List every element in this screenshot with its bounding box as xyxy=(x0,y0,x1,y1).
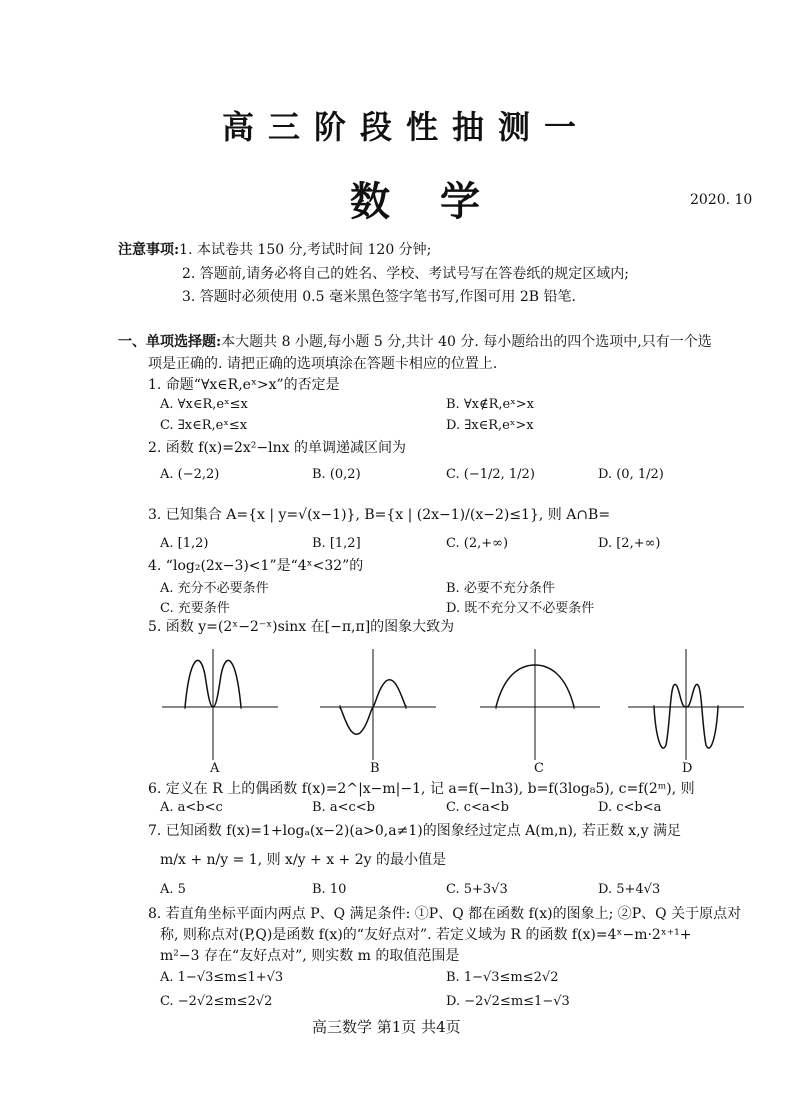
option-b: B. 10 xyxy=(312,882,347,897)
option-a: A. 充分不必要条件 xyxy=(160,581,269,596)
option-d: D. ∃x∈R,eˣ>x xyxy=(446,418,534,433)
option-d: D. [2,+∞) xyxy=(598,536,661,551)
exam-date: 2020. 10 xyxy=(690,192,753,208)
graph-c xyxy=(478,645,603,765)
option-c: C. (2,+∞) xyxy=(446,536,509,551)
notice-label: 注意事项: xyxy=(118,242,180,258)
question-stem: 7. 已知函数 f(x)=1+logₐ(x−2)(a>0,a≠1)的图象经过定点 A(m,n), 若正数 x,y 满足 xyxy=(148,823,681,839)
graph-label-c: C xyxy=(534,761,544,776)
option-a: A. 5 xyxy=(160,882,186,897)
option-c: C. 5+3√3 xyxy=(446,882,508,897)
question-stem: 2. 函数 f(x)=2x²−lnx 的单调递减区间为 xyxy=(148,440,406,456)
graph-a xyxy=(160,645,280,765)
exam-title: 高三阶段性抽测一 xyxy=(222,108,591,146)
graph-label-b: B xyxy=(370,761,380,776)
option-c: C. −2√2≤m≤2√2 xyxy=(160,994,273,1009)
notice-item: 2. 答题前,请务必将自己的姓名、学校、考试号写在答卷纸的规定区域内; xyxy=(182,266,629,282)
notice-block xyxy=(118,240,431,260)
subject-title: 数学 xyxy=(350,178,530,225)
option-d: D. −2√2≤m≤1−√3 xyxy=(446,994,570,1009)
section-heading xyxy=(118,332,712,352)
option-a: A. ∀x∈R,eˣ≤x xyxy=(160,397,248,412)
page-footer: 高三数学 第1页 共4页 xyxy=(312,1018,461,1036)
option-c: C. 充要条件 xyxy=(160,601,230,616)
option-b: B. ∀x∉R,eˣ>x xyxy=(446,397,534,412)
question-stem: 5. 函数 y=(2ˣ−2⁻ˣ)sinx 在[−π,π]的图象大致为 xyxy=(148,619,455,635)
option-d: D. 5+4√3 xyxy=(598,882,661,897)
graph-b xyxy=(318,645,438,765)
question-stem-3: m²−3 存在“友好点对”, 则实数 m 的取值范围是 xyxy=(160,948,460,964)
option-b: B. 1−√3≤m≤2√2 xyxy=(446,970,559,985)
option-c: C. ∃x∈R,eˣ≤x xyxy=(160,418,248,433)
option-d: D. 既不充分又不必要条件 xyxy=(446,601,595,616)
graph-label-d: D xyxy=(682,761,693,776)
question-stem-2: m/x + n/y = 1, 则 x/y + x + 2y 的最小值是 xyxy=(160,852,446,868)
question-stem: 6. 定义在 R 上的偶函数 f(x)=2^|x−m|−1, 记 a=f(−ln3), b=f(3log₈5), c=f(2ᵐ), 则 xyxy=(148,781,695,797)
option-b: B. 必要不充分条件 xyxy=(446,581,555,596)
question-stem-2: 称, 则称点对(P,Q)是函数 f(x)的“友好点对”. 若定义域为 R 的函数 f(x)=4ˣ−m·2ˣ⁺¹+ xyxy=(160,927,692,943)
graph-d xyxy=(626,645,746,765)
question-stem: 8. 若直角坐标平面内两点 P、Q 满足条件: ①P、Q 都在函数 f(x)的图象上; ②P、Q 关于原点对 xyxy=(148,906,742,922)
option-b: B. a<c<b xyxy=(312,800,375,815)
option-c: C. (−1/2, 1/2) xyxy=(446,467,535,482)
section-intro: 本大题共 8 小题,每小题 5 分,共计 40 分. 每小题给出的四个选项中,只有一个选 xyxy=(221,334,712,350)
notice-item: 3. 答题时必须使用 0.5 毫米黑色签字笔书写,作图可用 2B 铅笔. xyxy=(182,289,576,305)
option-b: B. [1,2] xyxy=(312,536,361,551)
option-a: A. 1−√3≤m≤1+√3 xyxy=(160,970,284,985)
option-a: A. [1,2) xyxy=(160,536,209,551)
graph-label-a: A xyxy=(210,761,220,776)
question-stem: 4. “log₂(2x−3)<1”是“4ˣ<32”的 xyxy=(148,558,364,574)
option-d: D. (0, 1/2) xyxy=(598,467,664,482)
section-title: 一、单项选择题: xyxy=(118,334,222,350)
question-stem: 3. 已知集合 A={x | y=√(x−1)}, B={x | (2x−1)/(x−2)≤1}, 则 A∩B= xyxy=(148,507,611,523)
option-a: A. a<b<c xyxy=(160,800,223,815)
question-stem: 1. 命题“∀x∈R,eˣ>x”的否定是 xyxy=(148,377,340,393)
option-d: D. c<b<a xyxy=(598,800,662,815)
section-intro-2: 项是正确的. 请把正确的选项填涂在答题卡相应的位置上. xyxy=(148,356,498,372)
notice-item: 1. 本试卷共 150 分,考试时间 120 分钟; xyxy=(179,242,432,258)
option-c: C. c<a<b xyxy=(446,800,509,815)
option-a: A. (−2,2) xyxy=(160,467,220,482)
option-b: B. (0,2) xyxy=(312,467,361,482)
